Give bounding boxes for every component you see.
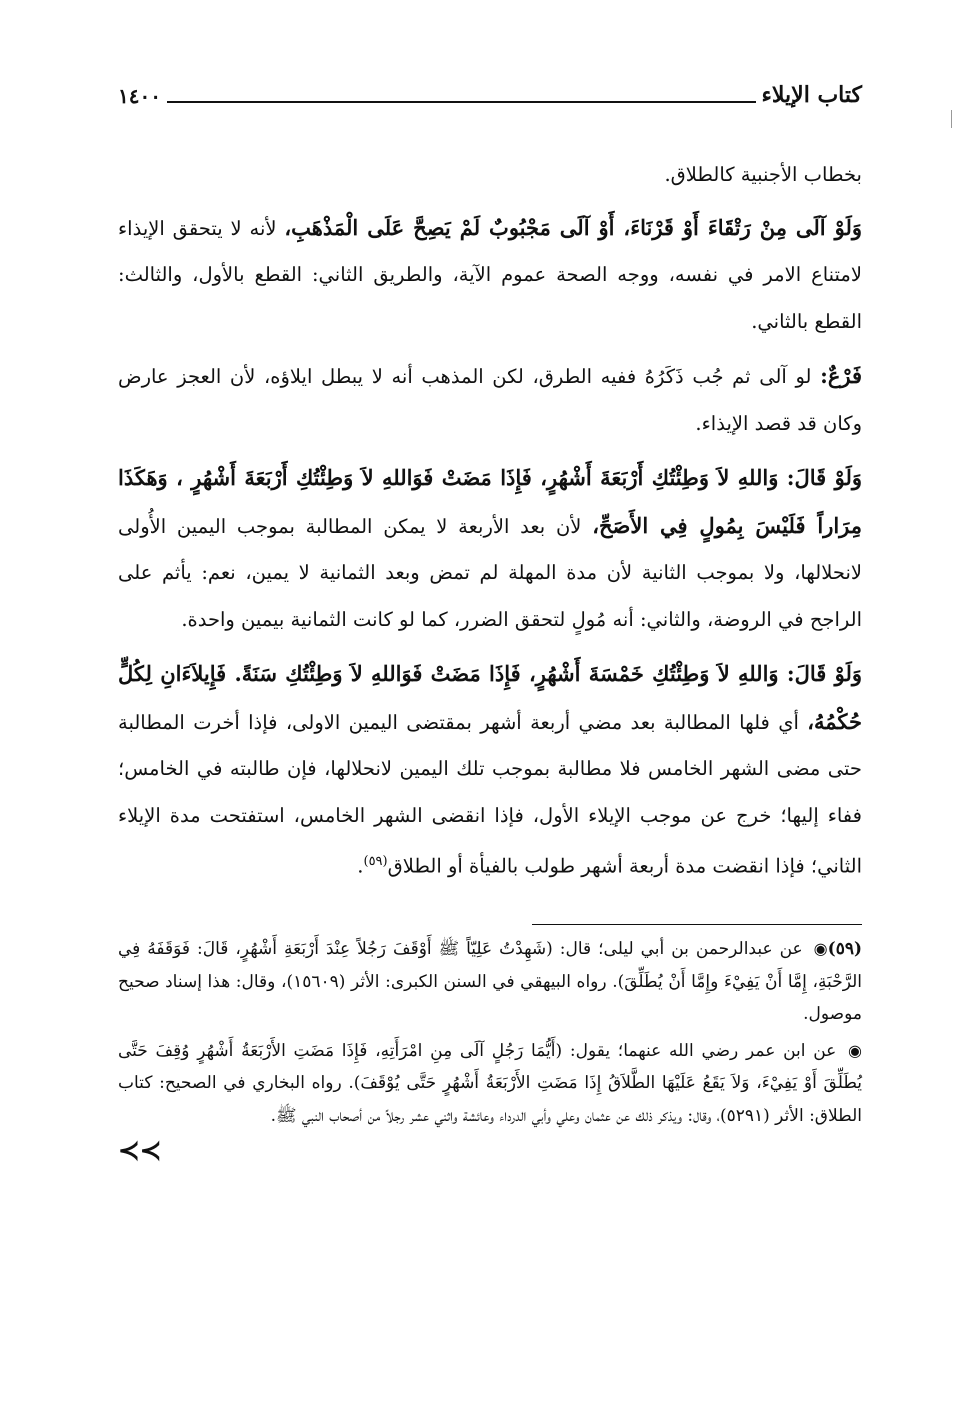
matn-text: وَلَوْ قَالَ: وَاللهِ لاَ وَطِئْتُكِ خَمْسَةَ أَشْهُرٍ، فَإِذَا مَضَتْ فَوَاللهِ لاَ وَطِئْتُكِ سَنَةً. فَإِيلاَءَانِ لِكُلٍّ حُكْمُهُ، [118,661,862,734]
bullet-icon: ◉ [848,1040,862,1060]
margin-mark [951,110,952,128]
commentary-text: لأن بعد الأربعة لا يمكن المطالبة بموجب اليمين الأُولى لانحلالها، ولا بموجب الثانية لأن مدة المهلة لم تمض وبعد الثمانية لا يمين، نعم: يأثم على الراجح في الروضة، والثاني: أنه مُولٍ لتحقق الضرر، كما لو كانت الثمانية بيمين واحدة. [118,514,862,631]
commentary-text: لو آلى ثم جُب ذَكَرُهُ ففيه الطرق، لكن المذهب أنه لا يبطل ايلاؤه، لأن العجز عارض وكان قد قصد الإيذاء. [118,365,862,435]
bullet-icon: ◉ [813,939,828,958]
paragraph-4 [118,455,862,643]
paragraph-1: بخطاب الأجنبية كالطلاق. [664,163,862,186]
header-rule [167,101,756,103]
footnote-59 [118,933,862,1031]
main-text [118,152,862,890]
page-number: ١٤٠٠ [118,84,161,108]
footnote-separator [532,924,862,925]
matn-text: وَلَوْ آلَى مِنْ رَتْقَاءَ أَوْ قَرْنَاءَ، أَوْ آلَى مَجْبُوبٌ لَمْ يَصِحَّ عَلَى الْمَذْهَبِ، [284,214,862,240]
commentary-text: لأنه لا يتحقق الإيذاء لامتناع الامر في نفسه، ووجه الصحة عموم الآية، والطريق الثاني: القطع بالأول، والثالث: القطع بالثاني. [118,216,862,333]
far-label: فَرْعٌ: [820,363,862,388]
footnote-number: (٥٩) [827,939,862,959]
paragraph-2 [118,205,862,346]
footnote-text: عن عبدالرحمن بن أبي ليلى؛ قال: (شَهِدْتُ عَلِيّاً ﷺ أَوْقَفَ رَجُلاً عِنْدَ أَرْبَعَةِ أَشْهُرٍ، قَالَ: فَوَقَفَهُ فِي الرَّحْبَةِ، إِمَّا أَنْ يَفِيْءَ وإِمَّا أَنْ يُطَلِّقَ). رواه البيهقي في السنن الكبرى: الأثر (١٥٦٠٩)، وقال: هذا إسناد صحيح موصول. [118,939,862,1024]
matn-text: وَلَوْ قَالَ: وَاللهِ لاَ وَطِئْتُكِ أَرْبَعَةَ أَشْهُرٍ، فَإِذَا مَضَتْ فَوَاللهِ لاَ وَطِئْتُكِ أَرْبَعَةَ أَشْهُرٍ ، وَهَكَذَا مِرَاراً فَلَيْسَ بِمُولٍ فِي الأَصَحِّ، [118,465,862,538]
footnotes [118,933,862,1166]
paragraph-5: وَلَوْ قَالَ: وَاللهِ لاَ وَطِئْتُكِ خَمْسَةَ أَشْهُرٍ، فَإِذَا مَضَتْ فَوَاللهِ لاَ وَطِئْتُكِ سَنَةً. فَإِيلاَءَانِ لِكُلٍّ حُكْمُهُ، أي فلها المطالبة بعد مضي أربعة أشهر بمقتضى اليمين الاولى، فإذا أخرت المطالبة حتى مضى الشهر الخامس فلا مطالبة بموجب تلك اليمين لانحلالها، فإن طالبته في الخامس؛ ففاء إليها؛ خرج عن موجب الإيلاء الأول، فإذا انقضى الشهر الخامس، استفتحت مدة الإيلاء الثاني؛ فإذا انقضت مدة أربعة أشهر طولب بالفيأة أو الطلاق$^{(٥٩)}$. [118,661,862,878]
footnote-59-b [118,1035,862,1133]
commentary-text: أي فلها المطالبة بعد مضي أربعة أشهر بمقتضى اليمين الاولى، فإذا أخرت المطالبة حتى مضى الشهر الخامس فلا مطالبة بموجب تلك اليمين لانحلالها، فإن طالبته في الخامس؛ ففاء إليها؛ خرج عن موجب الإيلاء الأول، فإذا انقضى الشهر الخامس، استفتحت مدة الإيلاء الثاني؛ فإذا انقضت مدة أربعة أشهر طولب بالفيأة أو الطلاق [118,710,862,878]
page-header [118,78,862,108]
paragraph-3 [118,353,862,447]
footnote-text: عن ابن عمر رضي الله عنهما؛ يقول: (أَيُّمَا رَجُلٍ آلَى مِنِ امْرَأَتِهِ، فَإِذَا مَضَتِ الأَرْبَعَةُ أَشْهُرٍ وُقِفَ حَتَّى يُطَلِّقَ أَوْ يَفِيْءَ، وَلاَ يَقَعُ عَلَيْهَا الطَّلاَقُ إِذَا مَضَتِ الأَرْبَعَةُ أَشْهُرٍ حَتَّى يُوْقَفَ). رواه البخاري في الصحيح: كتاب الطلاق: الأثر (٥٢٩١)، وقال: ويذكر ذلك عن عثمان وعلي وأبي الدرداء وعائشة واثني عشر رجلاً من أصحاب النبي ﷺ. [118,1040,862,1126]
continuation-mark: ≺≺ [118,1136,162,1166]
running-title: كتاب الإيلاء [761,82,862,108]
footnote-ref: (٥٩) [363,854,388,869]
